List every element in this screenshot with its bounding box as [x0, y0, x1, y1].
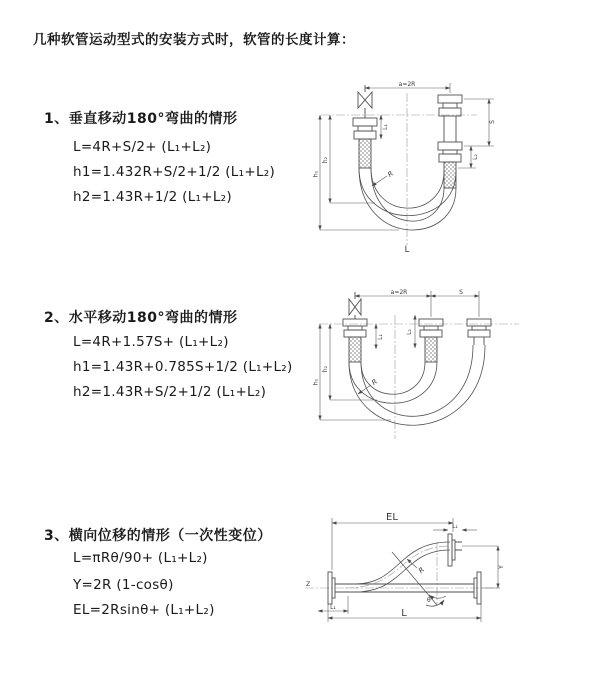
dim-label-y: Y — [498, 565, 505, 569]
diagram-vertical-180-bend — [313, 75, 523, 255]
section2-formula-L: L=4R+1.57S+ (L₁+L₂) — [73, 334, 229, 350]
section3-formula-Y: Y=2R (1-cosθ) — [73, 577, 174, 593]
section1-heading: 1、垂直移动180°弯曲的情形 — [44, 111, 238, 127]
radius-label: R — [386, 169, 395, 179]
dimension-lines — [318, 518, 500, 622]
dim-label-l1-top: L₁ — [452, 523, 458, 530]
section2-formula-h1: h1=1.43R+0.785S+1/2 (L₁+L₂) — [73, 359, 293, 375]
section3-formula-L: L=πRθ/90+ (L₁+L₂) — [73, 550, 208, 566]
dimension-lines — [320, 291, 479, 420]
dim-label-h2: h₂ — [322, 365, 329, 373]
dim-label-a2r: a=2R — [390, 289, 408, 296]
pipe-work — [343, 292, 491, 425]
hose-u-curves — [349, 345, 485, 425]
dim-label-l2: L₂ — [472, 154, 479, 160]
right-fitting-lower — [438, 142, 462, 188]
right-fitting-upper — [438, 95, 462, 142]
dim-label-h1: h₁ — [313, 170, 320, 178]
pipe-work — [353, 85, 462, 230]
dim-label-h2: h₂ — [322, 156, 329, 164]
dim-label-s: S — [489, 120, 496, 124]
dim-label-l1-left: L₁ — [330, 604, 336, 611]
left-fitting — [353, 118, 377, 168]
diagram-horizontal-180-bend — [313, 287, 525, 452]
section1-formula-h1: h1=1.432R+S/2+1/2 (L₁+L₂) — [73, 164, 276, 180]
section3-heading: 3、横向位移的情形（一次性变位） — [44, 528, 272, 544]
centerlines — [319, 315, 519, 439]
right-fitting — [467, 319, 491, 345]
centerlines — [305, 542, 500, 605]
valve-icon — [358, 85, 372, 118]
middle-fitting — [419, 319, 443, 362]
pipe-work — [328, 534, 481, 606]
diagram-lateral-displacement — [300, 508, 555, 658]
angle-theta-label: θ — [427, 597, 431, 604]
left-fitting — [343, 319, 367, 362]
dim-label-l2: L₂ — [406, 329, 413, 335]
dim-label-l1: L₁ — [382, 124, 389, 130]
hose-s-curve — [355, 542, 450, 592]
dim-label-el: EL — [386, 512, 398, 523]
section2-formula-h2: h2=1.43R+S/2+1/2 (L₁+L₂) — [73, 384, 267, 400]
section1-formula-L: L=4R+S/2+ (L₁+L₂) — [73, 139, 212, 155]
section1-formula-h2: h2=1.43R+1/2 (L₁+L₂) — [73, 189, 232, 205]
angle-construction — [392, 552, 446, 606]
length-label: L — [401, 608, 407, 619]
radius-label: R — [370, 377, 379, 387]
section2-heading: 2、水平移动180°弯曲的情形 — [44, 310, 238, 326]
centerline-break-mark: Z — [305, 581, 311, 588]
dim-label-a2r: a=2R — [398, 81, 416, 88]
dim-label-s: S — [459, 289, 463, 296]
upper-flange-displaced — [448, 534, 462, 566]
dim-label-l1: L₁ — [377, 334, 384, 340]
dim-label-h1: h₁ — [313, 378, 320, 386]
page-title: 几种软管运动型式的安装方式时，软管的长度计算： — [33, 32, 355, 48]
hose-u-curves — [359, 168, 456, 230]
section3-formula-EL: EL=2Rsinθ+ (L₁+L₂) — [73, 602, 215, 618]
length-label: L — [404, 245, 410, 255]
radius-label: R — [417, 565, 427, 575]
